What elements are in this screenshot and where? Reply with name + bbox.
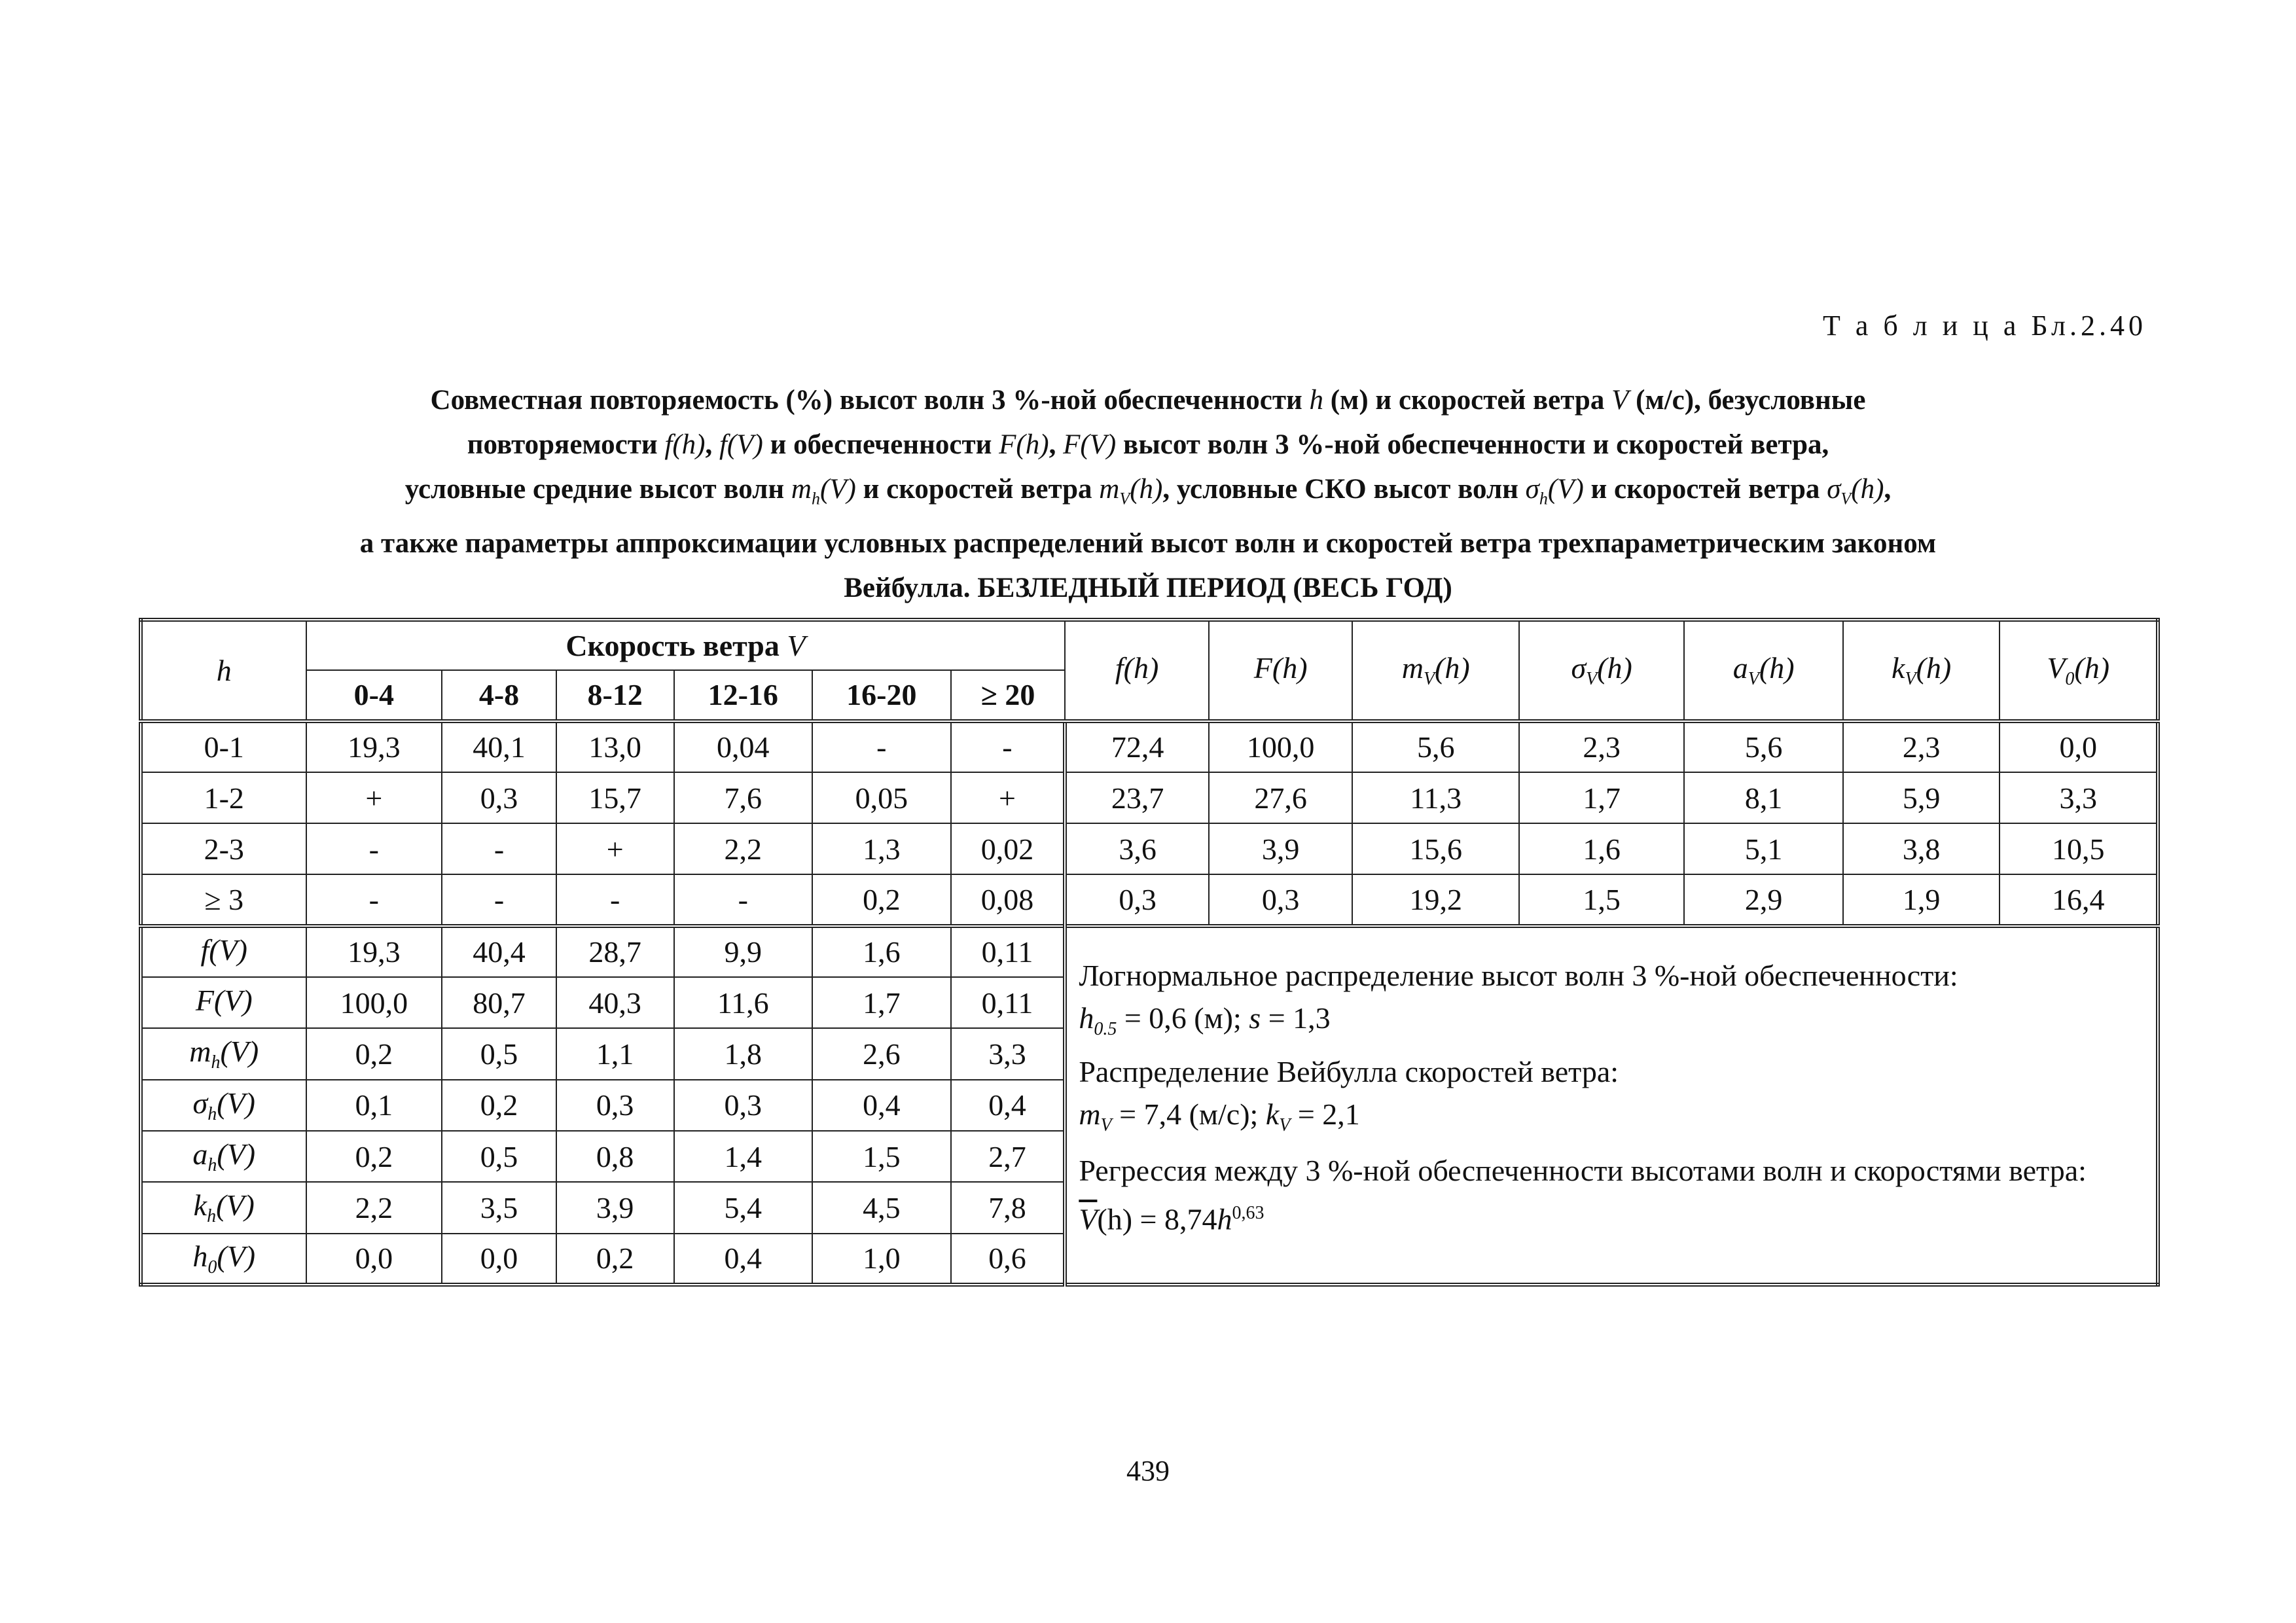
caption-symbol: $m_h(V)$ bbox=[791, 474, 856, 508]
frequency-cell: - bbox=[442, 874, 556, 925]
table-row bbox=[141, 823, 2158, 874]
frequency-cell: 40,1 bbox=[442, 721, 556, 772]
stat-cell: 3,9 bbox=[1209, 823, 1353, 874]
caption-text: (м) и скоростей ветра bbox=[1323, 385, 1612, 416]
frequency-cell: 2,2 bbox=[674, 823, 813, 874]
caption-text: (м/с), безусловные bbox=[1628, 385, 1866, 416]
stat-cell: 3,6 bbox=[1065, 823, 1209, 874]
parameter-label: $a_h(V)$ bbox=[141, 1131, 306, 1182]
caption-text: повторяемости bbox=[467, 429, 665, 460]
table-row bbox=[141, 926, 2158, 977]
lognormal-title: Логнормальное распределение высот волн 3 %-ной обеспеченности: bbox=[1079, 958, 1958, 992]
stat-column-header: $a_V(h)$ bbox=[1684, 620, 1843, 721]
frequency-cell: 15,7 bbox=[556, 772, 674, 823]
caption-symbol: $m_V(h)$ bbox=[1099, 474, 1163, 508]
frequency-cell: 7,6 bbox=[674, 772, 813, 823]
caption-symbol: $\sigma_V(h)$ bbox=[1827, 474, 1884, 508]
parameter-value: 0,2 bbox=[556, 1234, 674, 1285]
parameter-value: 80,7 bbox=[442, 977, 556, 1028]
parameter-value: 1,0 bbox=[812, 1234, 951, 1285]
stat-cell: 0,0 bbox=[2000, 721, 2158, 772]
weibull-params: $m_V = 7,4$ (м/с); $k_V = 2,1$ bbox=[1079, 1097, 1360, 1136]
parameter-value: 0,11 bbox=[951, 926, 1066, 977]
stat-cell: 0,3 bbox=[1209, 874, 1353, 925]
caption-line-3 bbox=[131, 467, 2165, 522]
regression-title: Регрессия между 3 %-ной обеспеченности высотами волн и скоростями ветра: bbox=[1079, 1154, 2087, 1188]
parameter-value: 3,5 bbox=[442, 1182, 556, 1233]
stat-column-header: $V_0(h)$ bbox=[2000, 620, 2158, 721]
parameter-value: 1,5 bbox=[812, 1131, 951, 1182]
table-row bbox=[141, 721, 2158, 772]
stat-cell: 23,7 bbox=[1065, 772, 1209, 823]
frequency-cell: - bbox=[306, 874, 442, 925]
caption-symbol: f(V) bbox=[719, 429, 763, 460]
frequency-cell: - bbox=[951, 721, 1066, 772]
wave-height-range: 0-1 bbox=[141, 721, 306, 772]
parameter-label: $k_h(V)$ bbox=[141, 1182, 306, 1233]
parameter-value: 0,6 bbox=[951, 1234, 1066, 1285]
caption-line-5: Вейбулла. БЕЗЛЕДНЫЙ ПЕРИОД (ВЕСЬ ГОД) bbox=[844, 572, 1452, 603]
frequency-cell: 0,04 bbox=[674, 721, 813, 772]
approximation-notes bbox=[1065, 926, 2158, 1285]
frequency-cell: 19,3 bbox=[306, 721, 442, 772]
stat-cell: 11,3 bbox=[1352, 772, 1518, 823]
caption-text: , bbox=[705, 429, 719, 460]
parameter-value: 1,1 bbox=[556, 1028, 674, 1079]
parameter-value: 19,3 bbox=[306, 926, 442, 977]
stat-cell: 1,6 bbox=[1519, 823, 1684, 874]
caption-text: и скоростей ветра bbox=[855, 474, 1100, 505]
stat-column-header: $\sigma_V(h)$ bbox=[1519, 620, 1684, 721]
caption-text: и скоростей ветра bbox=[1583, 474, 1827, 505]
parameter-value: 0,4 bbox=[951, 1080, 1066, 1131]
caption-text: , условные СКО высот волн bbox=[1162, 474, 1526, 505]
header-row bbox=[141, 620, 2158, 670]
parameter-value: 0,11 bbox=[951, 977, 1066, 1028]
parameter-value: 1,8 bbox=[674, 1028, 813, 1079]
caption-symbol: h bbox=[1309, 385, 1323, 416]
caption-text: , bbox=[1884, 474, 1892, 505]
weibull-title: Распределение Вейбулла скоростей ветра: bbox=[1079, 1054, 1619, 1088]
stat-cell: 19,2 bbox=[1352, 874, 1518, 925]
parameter-value: 0,8 bbox=[556, 1131, 674, 1182]
frequency-cell: 0,02 bbox=[951, 823, 1066, 874]
h-column-header: h bbox=[141, 620, 306, 721]
stat-cell: 2,3 bbox=[1843, 721, 2000, 772]
parameter-value: 0,2 bbox=[306, 1028, 442, 1079]
parameter-label: f(V) bbox=[141, 926, 306, 977]
parameter-value: 0,0 bbox=[442, 1234, 556, 1285]
parameter-value: 40,3 bbox=[556, 977, 674, 1028]
caption-text: условные средние высот волн bbox=[404, 474, 791, 505]
frequency-cell: 0,08 bbox=[951, 874, 1066, 925]
caption-text: , bbox=[1049, 429, 1064, 460]
parameter-value: 4,5 bbox=[812, 1182, 951, 1233]
parameter-value: 1,6 bbox=[812, 926, 951, 977]
caption-line-2 bbox=[131, 423, 2165, 467]
stat-cell: 2,3 bbox=[1519, 721, 1684, 772]
parameter-label: $h_0(V)$ bbox=[141, 1234, 306, 1285]
parameter-value: 28,7 bbox=[556, 926, 674, 977]
caption-symbol: F(V) bbox=[1063, 429, 1117, 460]
parameter-value: 0,1 bbox=[306, 1080, 442, 1131]
wave-height-range: 2-3 bbox=[141, 823, 306, 874]
stat-cell: 5,9 bbox=[1843, 772, 2000, 823]
speed-range-header: 4-8 bbox=[442, 670, 556, 721]
wave-height-range: ≥ 3 bbox=[141, 874, 306, 925]
stat-cell: 5,6 bbox=[1684, 721, 1843, 772]
stat-cell: 3,8 bbox=[1843, 823, 2000, 874]
parameter-value: 0,3 bbox=[674, 1080, 813, 1131]
frequency-cell: - bbox=[674, 874, 813, 925]
stat-cell: 2,9 bbox=[1684, 874, 1843, 925]
stat-cell: 72,4 bbox=[1065, 721, 1209, 772]
table-row bbox=[141, 772, 2158, 823]
parameter-value: 1,7 bbox=[812, 977, 951, 1028]
frequency-cell: + bbox=[556, 823, 674, 874]
speed-range-header: 0-4 bbox=[306, 670, 442, 721]
parameter-value: 11,6 bbox=[674, 977, 813, 1028]
parameter-value: 0,5 bbox=[442, 1028, 556, 1079]
parameter-value: 0,0 bbox=[306, 1234, 442, 1285]
parameter-value: 3,3 bbox=[951, 1028, 1066, 1079]
parameter-value: 7,8 bbox=[951, 1182, 1066, 1233]
lognormal-params: $h_{0.5} = 0,6$ (м); s = 1,3 bbox=[1079, 1001, 1331, 1039]
frequency-cell: - bbox=[306, 823, 442, 874]
stat-cell: 16,4 bbox=[2000, 874, 2158, 925]
caption-text: и обеспеченности bbox=[762, 429, 999, 460]
stat-cell: 5,1 bbox=[1684, 823, 1843, 874]
stat-column-header: F(h) bbox=[1209, 620, 1353, 721]
stat-cell: 3,3 bbox=[2000, 772, 2158, 823]
stat-cell: 8,1 bbox=[1684, 772, 1843, 823]
stat-cell: 1,7 bbox=[1519, 772, 1684, 823]
parameter-label: $\sigma_h(V)$ bbox=[141, 1080, 306, 1131]
speed-range-header: 8-12 bbox=[556, 670, 674, 721]
speed-range-header: ≥ 20 bbox=[951, 670, 1066, 721]
stat-cell: 10,5 bbox=[2000, 823, 2158, 874]
stat-cell: 15,6 bbox=[1352, 823, 1518, 874]
parameter-value: 1,4 bbox=[674, 1131, 813, 1182]
stat-column-header: $k_V(h)$ bbox=[1843, 620, 2000, 721]
caption-symbol: f(h) bbox=[664, 429, 706, 460]
regression-formula: $\overline{V}(h) = 8,74h^{0,63}$ bbox=[1079, 1202, 1265, 1236]
parameter-value: 2,7 bbox=[951, 1131, 1066, 1182]
frequency-cell: 1,3 bbox=[812, 823, 951, 874]
stat-column-header: $m_V(h)$ bbox=[1352, 620, 1518, 721]
stat-cell: 5,6 bbox=[1352, 721, 1518, 772]
parameter-label: F(V) bbox=[141, 977, 306, 1028]
frequency-cell: 0,2 bbox=[812, 874, 951, 925]
parameter-value: 3,9 bbox=[556, 1182, 674, 1233]
parameter-value: 0,3 bbox=[556, 1080, 674, 1131]
parameter-value: 100,0 bbox=[306, 977, 442, 1028]
caption-line-4: а также параметры аппроксимации условных распределений высот волн и скоростей ветра трехпараметрическим законом bbox=[359, 527, 1937, 559]
frequency-cell: 0,3 bbox=[442, 772, 556, 823]
stat-cell: 27,6 bbox=[1209, 772, 1353, 823]
frequency-cell: - bbox=[442, 823, 556, 874]
stat-cell: 100,0 bbox=[1209, 721, 1353, 772]
table-row bbox=[141, 874, 2158, 925]
caption-symbol: F(h) bbox=[999, 429, 1049, 460]
caption-symbol: $\sigma_h(V)$ bbox=[1525, 474, 1584, 508]
parameter-value: 0,2 bbox=[306, 1131, 442, 1182]
table-caption bbox=[131, 378, 2165, 611]
speed-range-header: 12-16 bbox=[674, 670, 813, 721]
frequency-cell: + bbox=[951, 772, 1066, 823]
caption-text: высот волн 3 %-ной обеспеченности и скоростей ветра, bbox=[1116, 429, 1829, 460]
data-table bbox=[139, 618, 2160, 1287]
caption-symbol: V bbox=[1611, 385, 1629, 416]
frequency-cell: - bbox=[556, 874, 674, 925]
parameter-value: 5,4 bbox=[674, 1182, 813, 1233]
frequency-cell: - bbox=[812, 721, 951, 772]
stat-column-header: f(h) bbox=[1065, 620, 1209, 721]
parameter-value: 0,4 bbox=[812, 1080, 951, 1131]
parameter-value: 40,4 bbox=[442, 926, 556, 977]
stat-cell: 1,9 bbox=[1843, 874, 2000, 925]
stat-cell: 0,3 bbox=[1065, 874, 1209, 925]
parameter-value: 9,9 bbox=[674, 926, 813, 977]
parameter-value: 0,2 bbox=[442, 1080, 556, 1131]
caption-text: Совместная повторяемость (%) высот волн 3 %-ной обеспеченности bbox=[430, 385, 1310, 416]
wind-speed-group-header: Скорость ветра V bbox=[306, 620, 1066, 670]
stat-cell: 1,5 bbox=[1519, 874, 1684, 925]
page-number: 439 bbox=[1126, 1455, 1170, 1487]
wave-height-range: 1-2 bbox=[141, 772, 306, 823]
parameter-value: 2,2 bbox=[306, 1182, 442, 1233]
table-label: Т а б л и ц а Бл.2.40 bbox=[1822, 310, 2147, 342]
parameter-value: 2,6 bbox=[812, 1028, 951, 1079]
frequency-cell: 13,0 bbox=[556, 721, 674, 772]
frequency-cell: 0,05 bbox=[812, 772, 951, 823]
parameter-value: 0,4 bbox=[674, 1234, 813, 1285]
parameter-value: 0,5 bbox=[442, 1131, 556, 1182]
speed-range-header: 16-20 bbox=[812, 670, 951, 721]
frequency-cell: + bbox=[306, 772, 442, 823]
caption-line-1 bbox=[131, 378, 2165, 423]
parameter-label: $m_h(V)$ bbox=[141, 1028, 306, 1079]
